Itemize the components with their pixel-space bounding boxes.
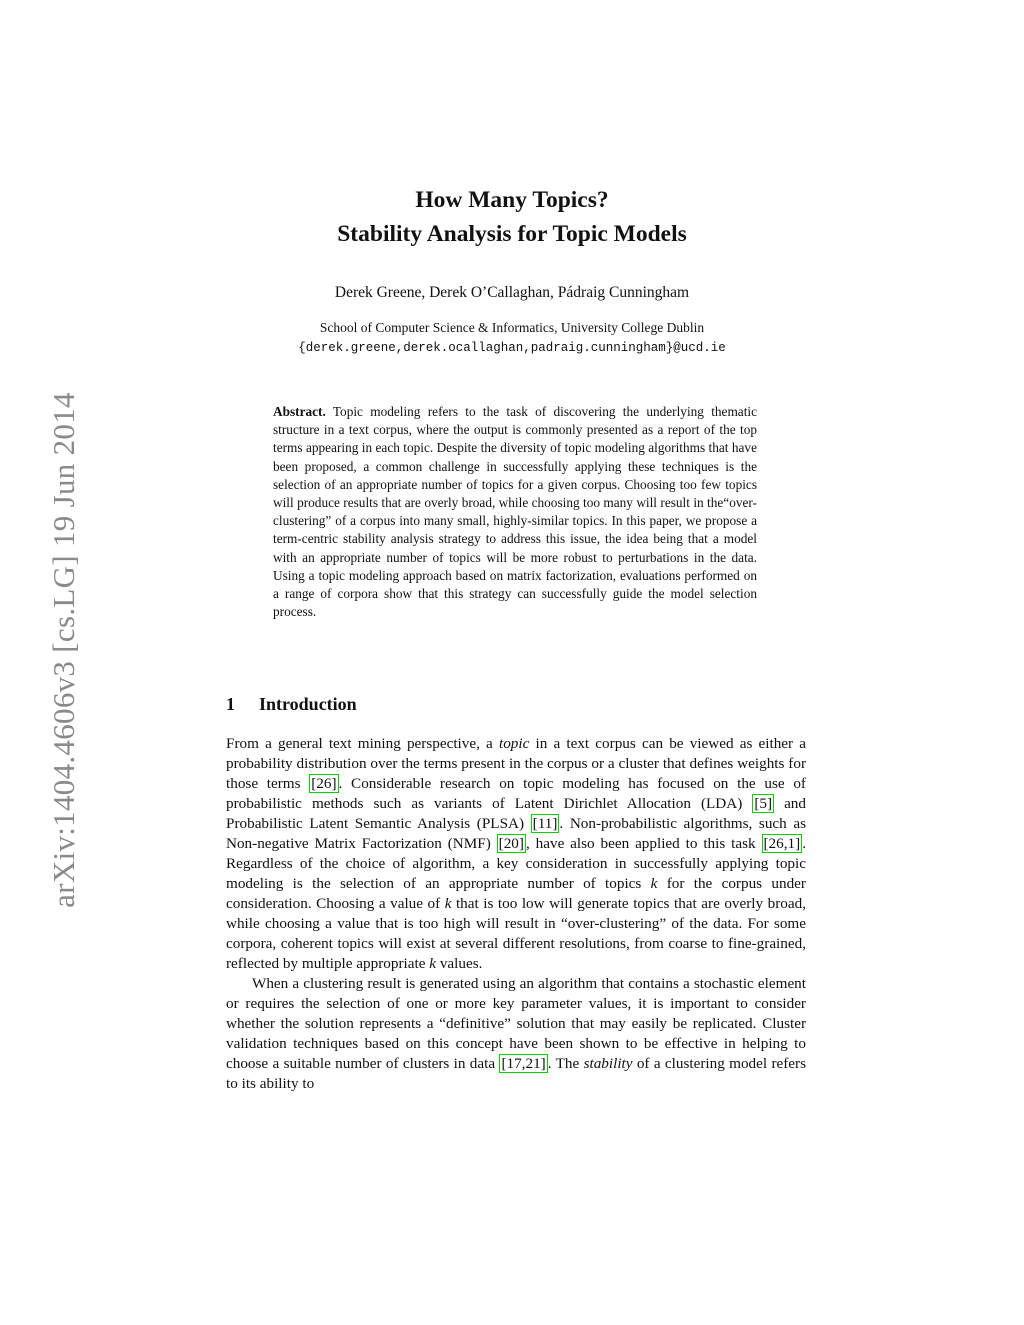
- abstract-label: Abstract.: [273, 404, 326, 419]
- author-list: Derek Greene, Derek O’Callaghan, Pádraig Cunningham: [334, 284, 690, 301]
- section-heading: [226, 692, 357, 716]
- p1-text-10: values.: [436, 955, 483, 972]
- p2-text-2: . The: [547, 1055, 584, 1072]
- p1-text-6: , have also been applied to this task: [525, 835, 762, 852]
- p2-emph-stability: stability: [583, 1055, 633, 1072]
- p1-text-9: that is too low will generate topics that are overly broad, while choosing a value that is too high will result in “over-clustering” of the data. For some corpora, coherent topics will exist at several different resolutions, from coarse to fine-grained, reflected by multiple appropriate: [226, 895, 807, 972]
- affiliation: School of Computer Science & Informatics, University College Dublin: [319, 320, 705, 335]
- p1-text-7: . Regardless of the choice of algorithm, a key consideration in successfully applying topic modeling is the selection of an appropriate number of topics: [226, 835, 806, 892]
- section-number: 1: [226, 694, 235, 714]
- title-line-2: Stability Analysis for Topic Models: [337, 221, 687, 247]
- paragraph-2: [226, 974, 806, 1094]
- citation-link[interactable]: [17,21]: [501, 1055, 546, 1072]
- p1-text-5: . Non-probabilistic algorithms, such as Non-negative Matrix Factorization (NMF): [226, 815, 807, 852]
- p1-text-1: From a general text mining perspective, a: [226, 735, 499, 752]
- p1-emph-topic: topic: [498, 735, 530, 752]
- citation-link[interactable]: [20]: [498, 835, 524, 852]
- p1-text-8: for the corpus under consideration. Choosing a value of: [226, 875, 806, 912]
- paper-title: [0, 183, 1024, 251]
- p1-text-3: . Considerable research on topic modeling has focused on the use of probabilistic methods such as variants of Latent Dirichlet Allocation (LDA): [226, 775, 806, 812]
- citation-link[interactable]: [11]: [532, 815, 558, 832]
- p2-text-1: When a clustering result is generated using an algorithm that contains a stochastic element or requires the selection of one or more key parameter values, it is important to consider whether the solution represents a “definitive” solution that may easily be replicated. Cluster validation techniques based on this concept have been shown to be effective in helping to choose a suitable number of clusters in data: [226, 975, 806, 1072]
- p1-var-k: k: [444, 895, 452, 912]
- introduction-body: [226, 734, 806, 1094]
- p1-var-k: k: [429, 955, 437, 972]
- affiliation-block: [0, 318, 1024, 358]
- abstract-text: Topic modeling refers to the task of discovering the underlying thematic structure in a text corpus, where the output is commonly presented as a report of the top terms appearing in each topic. Despite the diversity of topic modeling algorithms that have been proposed, a common challenge in successfully applying these techniques is the selection of an appropriate number of topics for a given corpus. Choosing too few topics will produce results that are overly broad, while choosing too many will result in the“over-clustering” of a corpus into many small, highly-similar topics. In this paper, we propose a term-centric stability analysis strategy to address this issue, the idea being that a model with an appropriate number of topics will be more robust to perturbations in the data. Using a topic modeling approach based on matrix factorization, evaluations performed on a range of corpora show that this strategy can successfully guide the model selection process.: [273, 404, 757, 620]
- section-title: Introduction: [259, 694, 357, 714]
- citation-link[interactable]: [5]: [754, 795, 773, 812]
- paragraph-1: [226, 734, 806, 974]
- citation-link[interactable]: [26]: [311, 775, 337, 792]
- arxiv-identifier: arXiv:1404.4606v3 [cs.LG] 19 Jun 2014: [46, 392, 81, 908]
- author-emails: {derek.greene,derek.ocallaghan,padraig.cunningham}@ucd.ie: [298, 341, 726, 355]
- p1-text-2: in a text corpus can be viewed as either a probability distribution over the terms present in the corpus or a cluster that defines weights for those terms: [226, 735, 806, 792]
- p1-text-4: and Probabilistic Latent Semantic Analysis (PLSA): [226, 795, 806, 832]
- citation-link[interactable]: [26,1]: [763, 835, 801, 852]
- title-line-1: How Many Topics?: [415, 187, 609, 213]
- p1-var-k: k: [650, 875, 658, 892]
- abstract: [273, 403, 757, 621]
- p2-text-3: of a clustering model refers to its ability to: [226, 1055, 807, 1092]
